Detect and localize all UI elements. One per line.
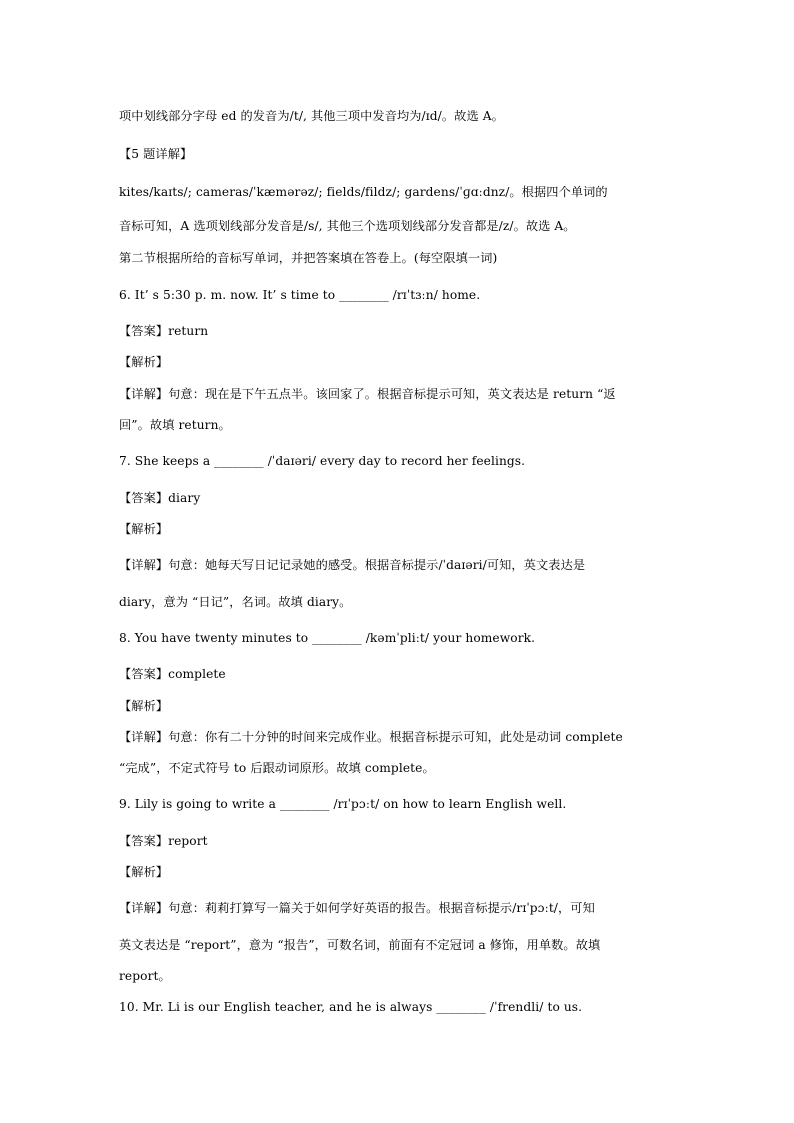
explanation-line: diary，意为 “日记”，名词。故填 diary。 bbox=[119, 595, 352, 609]
explanation-line: 【详解】句意：莉莉打算写一篇关于如何学好英语的报告。根据音标提示/rɪˈpɔːt/，可知 bbox=[119, 901, 595, 915]
section-heading: 【5 题详解】 bbox=[119, 147, 193, 161]
analysis-label: 【解析】 bbox=[119, 522, 169, 536]
analysis-label: 【解析】 bbox=[119, 699, 169, 713]
explanation-line: 【详解】句意：你有二十分钟的时间来完成作业。根据音标提示可知，此处是动词 complete bbox=[119, 730, 623, 744]
answer-label: 【答案】report bbox=[119, 834, 208, 848]
explanation-line: 【详解】句意：她每天写日记记录她的感受。根据音标提示/ˈdaɪəri/可知，英文表达是 bbox=[119, 558, 586, 572]
explanation-line: 英文表达是 “report”，意为 “报告”，可数名词，前面有不定冠词 a 修饰，用单数。故填 bbox=[119, 938, 601, 952]
explanation-line: “完成”，不定式符号 to 后跟动词原形。故填 complete。 bbox=[119, 761, 435, 775]
question-7: 7. She keeps a ________ /ˈdaɪəri/ every day to record her feelings. bbox=[119, 454, 526, 468]
answer-label: 【答案】complete bbox=[119, 667, 226, 681]
explanation-line: 【详解】句意：现在是下午五点半。该回家了。根据音标提示可知，英文表达是 return “返 bbox=[119, 387, 616, 401]
text-line: 音标可知，A 选项划线部分发音是/s/, 其他三个选项划线部分发音都是/z/。故选 A。 bbox=[119, 219, 576, 233]
answer-label: 【答案】diary bbox=[119, 491, 201, 505]
analysis-label: 【解析】 bbox=[119, 355, 169, 369]
text-line: kites/kaɪts/; cameras/ˈkæmərəz/; fields/fildz/; gardens/ˈɡɑːdnz/。根据四个单词的 bbox=[119, 185, 608, 199]
answer-label: 【答案】return bbox=[119, 324, 209, 338]
question-6: 6. It’ s 5:30 p. m. now. It’ s time to ________ /rɪˈtɜːn/ home. bbox=[119, 288, 481, 302]
explanation-line: 回”。故填 return。 bbox=[119, 418, 231, 432]
question-10: 10. Mr. Li is our English teacher, and he is always ________ /ˈfrendli/ to us. bbox=[119, 1000, 583, 1014]
explanation-line: report。 bbox=[119, 969, 171, 983]
analysis-label: 【解析】 bbox=[119, 865, 169, 879]
question-9: 9. Lily is going to write a ________ /rɪˈpɔːt/ on how to learn English well. bbox=[119, 797, 567, 811]
section-instruction: 第二节根据所给的音标写单词，并把答案填在答卷上。(每空限填一词) bbox=[119, 251, 498, 265]
text-line: 项中划线部分字母 ed 的发音为/t/, 其他三项中发音均为/ɪd/。故选 A。 bbox=[119, 109, 504, 123]
question-8: 8. You have twenty minutes to ________ /kəmˈpliːt/ your homework. bbox=[119, 631, 536, 645]
